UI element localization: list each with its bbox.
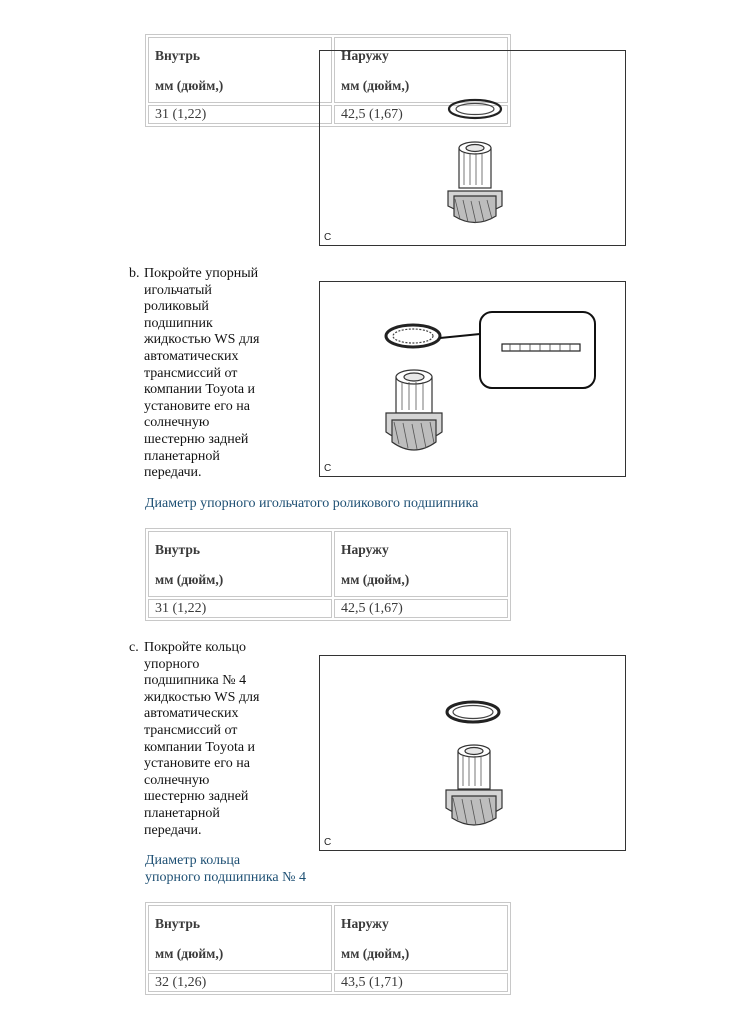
outer-header: Наружу [341, 542, 389, 557]
step-marker: c. [129, 640, 139, 655]
outer-unit: мм (дюйм,) [341, 572, 410, 587]
inner-value: 31 (1,22) [148, 599, 332, 618]
step-b [129, 266, 299, 486]
step-text: Покройте упорный игольчатый роликовый подшипник жидкостью WS для автоматических трансмиссий от компании Toyota и установите его на солнечную шестерню задней планетарной передачи. [144, 266, 260, 481]
outer-header: Наружу [341, 48, 389, 63]
outer-value: 42,5 (1,67) [334, 105, 508, 124]
inner-unit: мм (дюйм,) [155, 946, 224, 961]
bearing-race-illustration [320, 656, 625, 850]
inner-unit: мм (дюйм,) [155, 572, 224, 587]
thrust-washer-gear-illustration [320, 51, 625, 245]
outer-header: Наружу [341, 916, 389, 931]
outer-header-cell [334, 531, 508, 597]
spec-table-2 [145, 528, 511, 621]
figure-label: C [324, 232, 332, 243]
needle-bearing-illustration [320, 282, 625, 476]
inner-header: Внутрь [155, 48, 200, 63]
inner-header: Внутрь [155, 916, 200, 931]
outer-unit: мм (дюйм,) [341, 78, 410, 93]
inner-header-cell [148, 37, 332, 103]
figure-bearing-race [319, 655, 626, 851]
inner-value: 32 (1,26) [148, 973, 332, 992]
bearing-diameter-caption: Диаметр упорного игольчатого роликового подшипника [145, 496, 479, 511]
figure-thrust-washer [319, 50, 626, 246]
figure-label: C [324, 463, 332, 474]
figure-needle-bearing [319, 281, 626, 477]
spec-table-3 [145, 902, 511, 995]
step-c [129, 640, 299, 845]
inner-value: 31 (1,22) [148, 105, 332, 124]
step-text: Покройте кольцо упорного подшипника № 4 жидкостью WS для автоматических трансмиссий от компании Toyota и установите его на солнечную шестерню задней планетарной передачи. [144, 640, 260, 838]
outer-value: 43,5 (1,71) [334, 973, 508, 992]
inner-unit: мм (дюйм,) [155, 78, 224, 93]
inner-header: Внутрь [155, 542, 200, 557]
figure-label: C [324, 837, 332, 848]
inner-header-cell [148, 905, 332, 971]
outer-unit: мм (дюйм,) [341, 946, 410, 961]
step-marker: b. [129, 266, 140, 281]
outer-value: 42,5 (1,67) [334, 599, 508, 618]
inner-header-cell [148, 531, 332, 597]
race-diameter-caption: Диаметр кольца упорного подшипника № 4 [145, 853, 306, 885]
outer-header-cell [334, 905, 508, 971]
